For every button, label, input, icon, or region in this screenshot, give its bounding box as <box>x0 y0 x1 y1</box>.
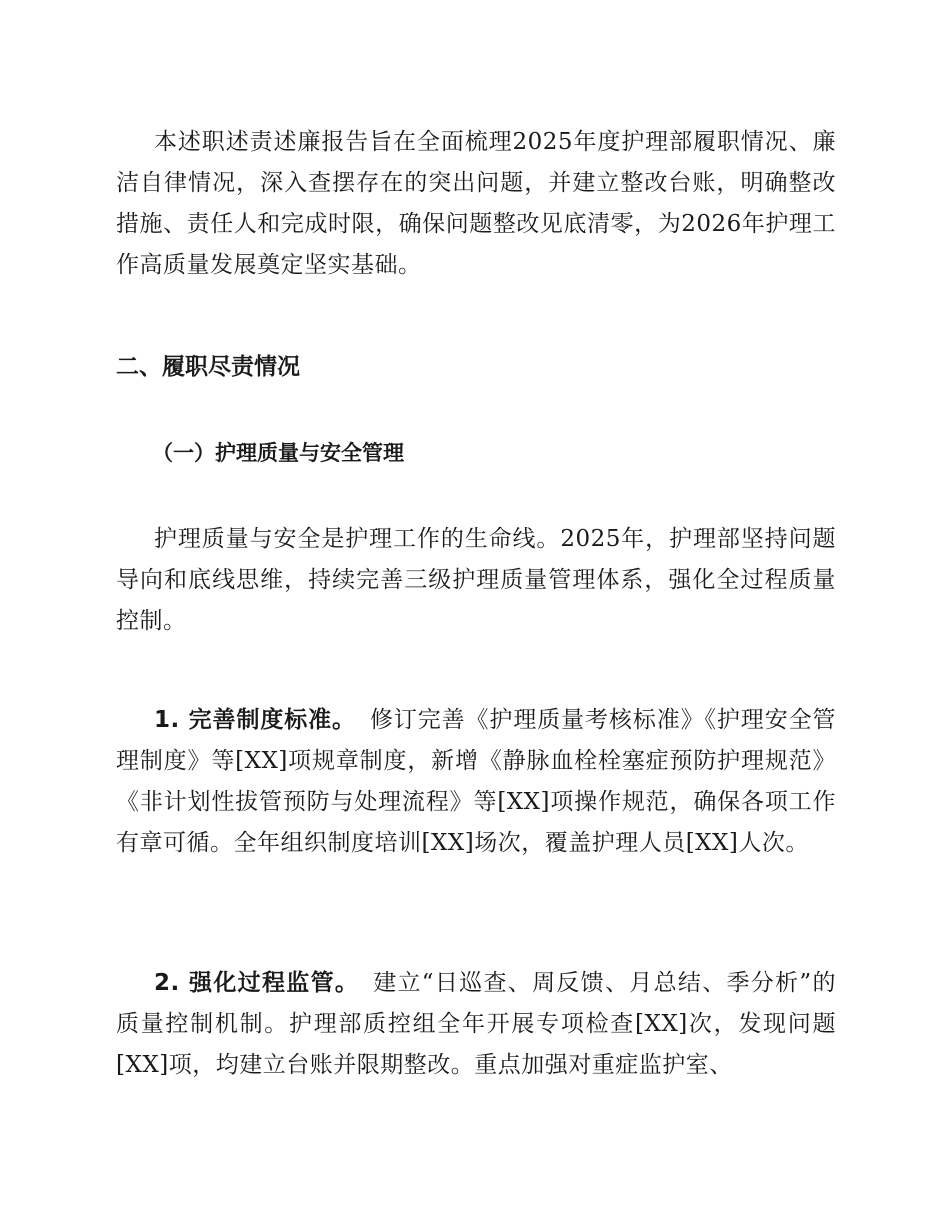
list-item <box>116 963 836 1086</box>
list-item-lead: 1. 完善制度标准。 <box>154 707 356 733</box>
section-heading: 二、履职尽责情况 <box>116 354 300 380</box>
list-item-lead: 2. 强化过程监管。 <box>154 970 360 996</box>
list-item-text: 修订完善《护理质量考核标准》《护理安全管理制度》等[XX]项规章制度，新增《静脉血栓栓塞症预防护理规范》《非计划性拔管预防与处理流程》等[XX]项操作规范，确保各项工作有章可循。全年组织制度培训[XX]场次，覆盖护理人员[XX]人次。 <box>116 707 837 856</box>
intro-paragraph: 本述职述责述廉报告旨在全面梳理2025年度护理部履职情况、廉洁自律情况，深入查摆存在的突出问题，并建立整改台账，明确整改措施、责任人和完成时限，确保问题整改见底清零，为2026年护理工作高质量发展奠定坚实基础。 <box>116 129 836 278</box>
list-item-text: 建立“日巡查、周反馈、月总结、季分析”的质量控制机制。护理部质控组全年开展专项检查[XX]次，发现问题[XX]项，均建立台账并限期整改。重点加强对重症监护室、 <box>116 970 836 1078</box>
subsection-intro-paragraph: 护理质量与安全是护理工作的生命线。2025年，护理部坚持问题导向和底线思维，持续完善三级护理质量管理体系，强化全过程质量控制。 <box>116 526 836 634</box>
list-item <box>116 700 836 864</box>
subsection-heading: （一）护理质量与安全管理 <box>152 441 404 465</box>
